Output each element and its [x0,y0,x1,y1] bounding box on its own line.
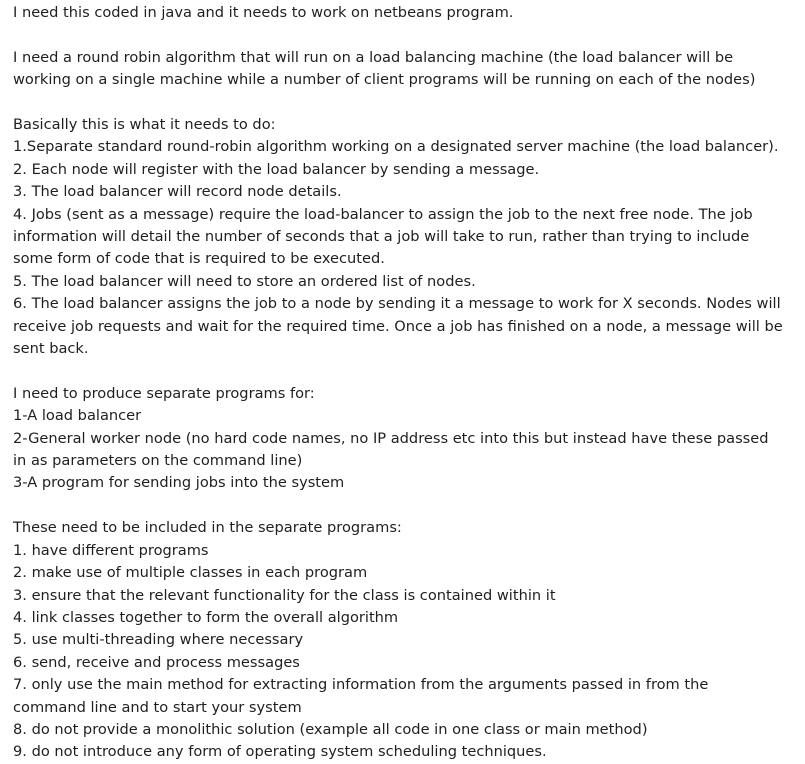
paragraph-gap [13,495,797,517]
program-3: 3-A program for sending jobs into the system [13,474,345,492]
rules-heading: These need to be included in the separate programs: [13,519,402,537]
step-6-line-3: sent back. [13,340,89,358]
program-2-line-1: 2-General worker node (no hard code names, no IP address etc into this but instead have these passed [13,429,769,447]
requirement-line-2: working on a single machine while a number of client programs will be running on each of the nodes) [13,71,756,89]
programs-heading: I need to produce separate programs for: [13,384,315,402]
rule-9: 9. do not introduce any form of operating system scheduling techniques. [13,743,547,761]
overview-heading: Basically this is what it needs to do: [13,116,276,133]
program-2-line-2: in as parameters on the command line) [13,452,303,470]
rule-2: 2. make use of multiple classes in each program [13,564,368,582]
rule-1: 1. have different programs [13,541,209,559]
step-4-line-3: some form of code that is required to be executed. [13,250,385,268]
rule-3: 3. ensure that the relevant functionality for the class is contained within it [13,586,556,604]
paragraph-gap [13,24,797,46]
step-1: 1.Separate standard round-robin algorithm working on a designated server machine (the load balancer). [13,138,779,156]
step-4-line-2: information will detail the number of seconds that a job will take to run, rather than trying to include [13,228,750,246]
intro-line: I need this coded in java and it needs to work on netbeans program. [13,4,514,21]
step-2: 2. Each node will register with the load balancer by sending a message. [13,160,540,178]
step-6-line-2: receive job requests and wait for the required time. Once a job has finished on a node, a message will be [13,317,783,335]
requirement-line-1: I need a round robin algorithm that will run on a load balancing machine (the load balancer will be [13,48,734,66]
rule-7-line-2: command line and to start your system [13,698,302,716]
paragraph-gap [13,360,797,382]
paragraph-gap [13,92,797,114]
step-6-line-1: 6. The load balancer assigns the job to a node by sending it a message to work for X seconds. Nodes will [13,295,781,313]
step-3: 3. The load balancer will record node details. [13,183,342,201]
rule-7-line-1: 7. only use the main method for extracting information from the arguments passed in from the [13,676,709,694]
rule-4: 4. link classes together to form the overall algorithm [13,608,399,626]
rule-6: 6. send, receive and process messages [13,653,300,671]
rule-5: 5. use multi-threading where necessary [13,631,304,649]
program-1: 1-A load balancer [13,407,142,425]
rule-8: 8. do not provide a monolithic solution (example all code in one class or main method) [13,720,648,738]
step-5: 5. The load balancer will need to store an ordered list of nodes. [13,272,476,290]
step-4-line-1: 4. Jobs (sent as a message) require the load-balancer to assign the job to the next free node. The job [13,205,753,223]
